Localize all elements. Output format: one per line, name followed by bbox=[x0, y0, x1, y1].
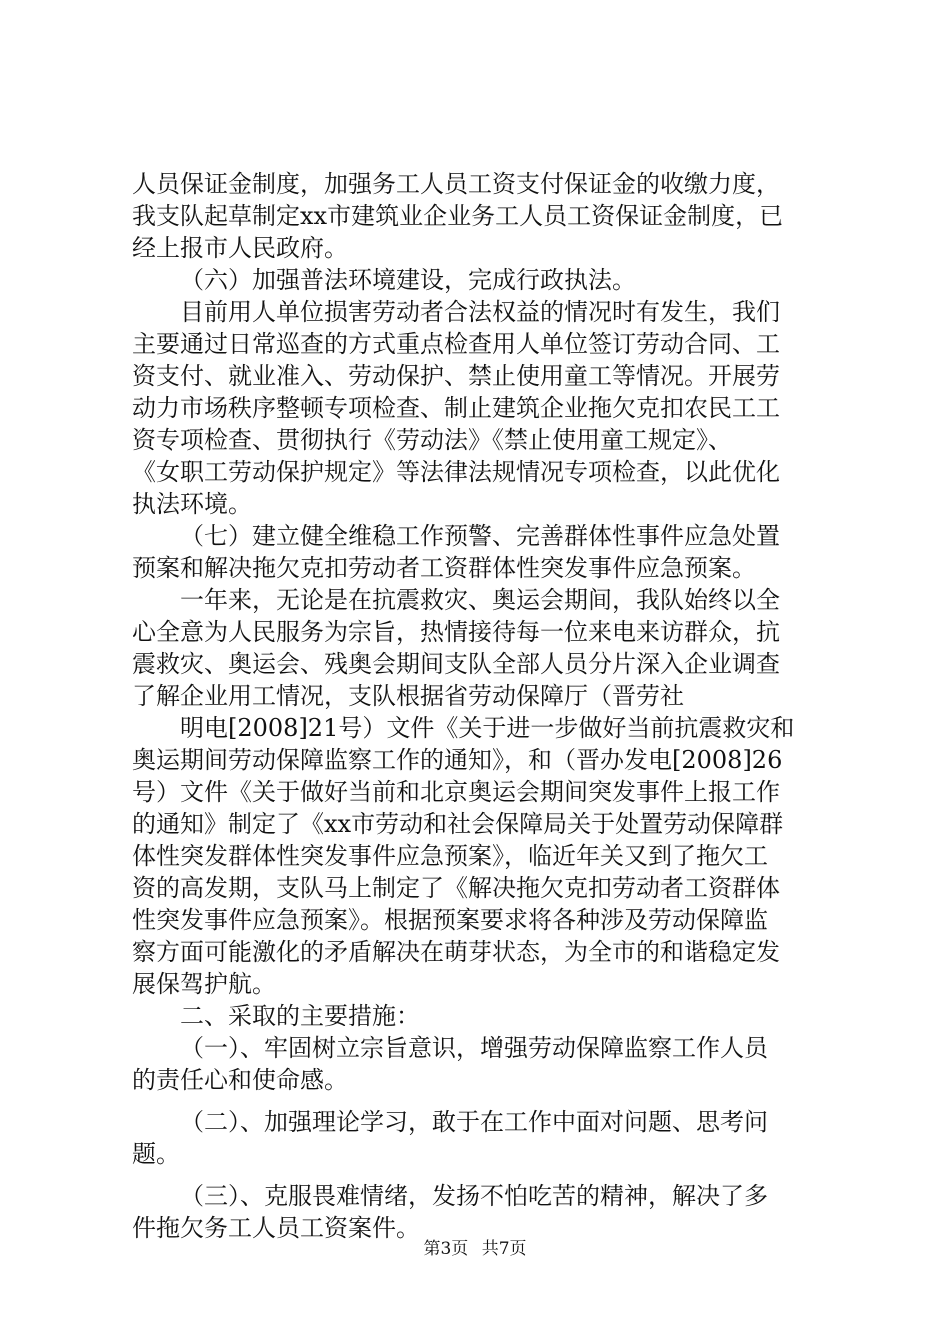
text-line: 体性突发群体性突发事件应急预案》，临近年关又到了拖欠工 bbox=[132, 842, 768, 870]
text-line: 展保驾护航。 bbox=[132, 970, 276, 998]
paragraph-gap bbox=[132, 1170, 832, 1180]
text-line: （二）、加强理论学习，敢于在工作中面对问题、思考问 bbox=[180, 1108, 768, 1136]
text-line: 资专项检查、贯彻执行《劳动法》《禁止使用童工规定》、 bbox=[132, 426, 732, 454]
text-line: 预案和解决拖欠克扣劳动者工资群体性突发事件应急预案。 bbox=[132, 554, 756, 582]
text-line: 明电[2008]21号）文件《关于进一步做好当前抗震救灾和 bbox=[180, 714, 795, 742]
text-line: 《女职工劳动保护规定》等法律法规情况专项检查，以此优化 bbox=[132, 458, 780, 486]
text-line: 的责任心和使命感。 bbox=[132, 1066, 348, 1094]
text-line: 的通知》制定了《xx市劳动和社会保障局关于处置劳动保障群 bbox=[132, 810, 784, 838]
paragraph-gap bbox=[132, 1096, 832, 1106]
text-line: 号）文件《关于做好当前和北京奥运会期间突发事件上报工作 bbox=[132, 778, 780, 806]
text-line: 经上报市人民政府。 bbox=[132, 234, 348, 262]
text-line: 震救灾、奥运会、残奥会期间支队全部人员分片深入企业调查 bbox=[132, 650, 780, 678]
text-line: 目前用人单位损害劳动者合法权益的情况时有发生，我们 bbox=[180, 298, 780, 326]
text-line: （七）建立健全维稳工作预警、完善群体性事件应急处置 bbox=[180, 522, 780, 550]
text-line: 我支队起草制定xx市建筑业企业务工人员工资保证金制度，已 bbox=[132, 202, 784, 230]
text-line: 性突发事件应急预案》。根据预案要求将各种涉及劳动保障监 bbox=[132, 906, 768, 934]
text-line: 主要通过日常巡查的方式重点检查用人单位签订劳动合同、工 bbox=[132, 330, 780, 358]
text-line: 题。 bbox=[132, 1140, 180, 1168]
text-line: 人员保证金制度，加强务工人员工资支付保证金的收缴力度， bbox=[132, 170, 780, 198]
page-footer bbox=[0, 1238, 950, 1260]
document-body bbox=[132, 168, 832, 1244]
text-line: 一年来，无论是在抗震救灾、奥运会期间，我队始终以全 bbox=[180, 586, 780, 614]
text-line: 奥运期间劳动保障监察工作的通知》，和（晋办发电[2008]26 bbox=[132, 746, 783, 774]
text-line: 资支付、就业准入、劳动保护、禁止使用童工等情况。开展劳 bbox=[132, 362, 780, 390]
text-line: 二、采取的主要措施： bbox=[180, 1002, 420, 1030]
text-line: 了解企业用工情况，支队根据省劳动保障厅（晋劳社 bbox=[132, 682, 684, 710]
text-line: （六）加强普法环境建设，完成行政执法。 bbox=[180, 266, 636, 294]
text-line: 执法环境。 bbox=[132, 490, 252, 518]
text-line: 资的高发期，支队马上制定了《解决拖欠克扣劳动者工资群体 bbox=[132, 874, 780, 902]
text-line: （一）、牢固树立宗旨意识，增强劳动保障监察工作人员 bbox=[180, 1034, 768, 1062]
text-line: （三）、克服畏难情绪，发扬不怕吃苦的精神，解决了多 bbox=[180, 1182, 768, 1210]
text-line: 察方面可能激化的矛盾解决在萌芽状态，为全市的和谐稳定发 bbox=[132, 938, 780, 966]
text-line: 件拖欠务工人员工资案件。 bbox=[132, 1214, 420, 1242]
page-number: 第3页 bbox=[423, 1239, 469, 1259]
text-line: 动力市场秩序整顿专项检查、制止建筑企业拖欠克扣农民工工 bbox=[132, 394, 780, 422]
text-line: 心全意为人民服务为宗旨，热情接待每一位来电来访群众，抗 bbox=[132, 618, 780, 646]
page-total: 共7页 bbox=[481, 1239, 527, 1259]
